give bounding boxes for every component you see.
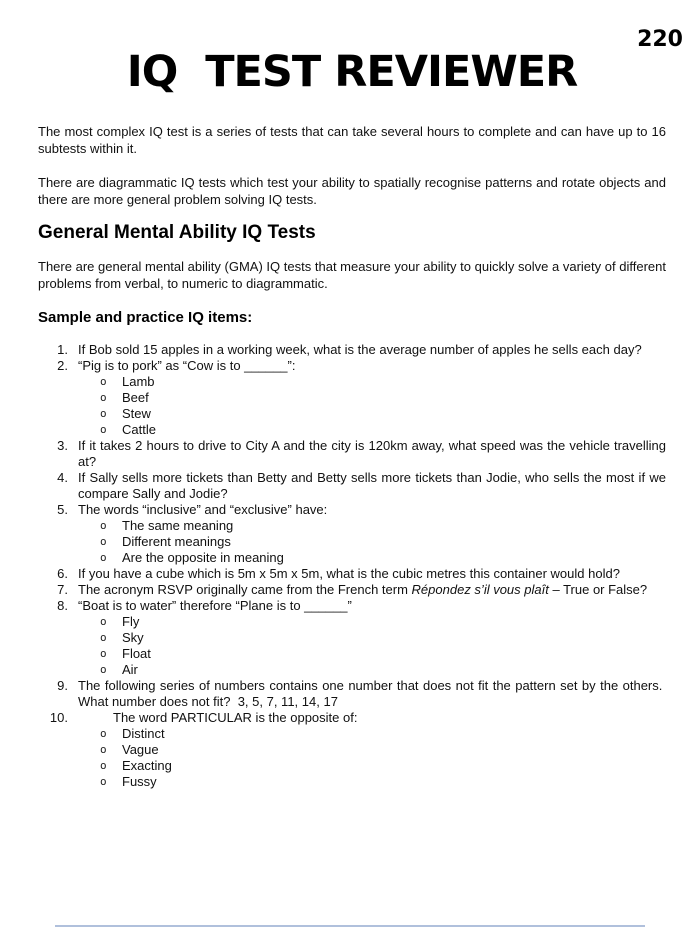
question-text-part: The acronym RSVP originally came from the French term — [78, 582, 412, 598]
option-item — [78, 614, 666, 630]
question-item — [38, 710, 666, 790]
option-label: Float — [122, 646, 151, 662]
circle-bullet-marker: o — [100, 535, 107, 549]
option-label: Sky — [122, 630, 144, 646]
question-body — [78, 598, 666, 678]
option-label: Distinct — [122, 726, 165, 742]
question-text-part: – True or False? — [548, 582, 648, 598]
circle-bullet-marker: o — [100, 391, 107, 405]
circle-bullet-marker: o — [100, 663, 107, 677]
circle-bullet-marker: o — [100, 727, 107, 741]
option-label: Beef — [122, 390, 149, 406]
option-item — [78, 390, 666, 406]
circle-bullet-marker: o — [100, 759, 107, 773]
question-text — [78, 598, 666, 614]
question-item — [38, 342, 666, 358]
section-paragraph: There are general mental ability (GMA) IQ tests that measure your ability to quickly solve a variety of different problems from verbal, to numeric to diagrammatic. — [38, 259, 666, 292]
question-text — [78, 678, 666, 710]
question-number: 1. — [57, 342, 68, 358]
page-number: 220 — [637, 27, 683, 52]
circle-bullet-marker: o — [100, 631, 107, 645]
circle-bullet-marker: o — [100, 375, 107, 389]
option-label: Fussy — [122, 774, 157, 790]
option-label: Cattle — [122, 422, 156, 438]
document-page — [0, 27, 697, 929]
option-label: Air — [122, 662, 138, 678]
question-text — [78, 470, 666, 502]
question-number: 2. — [57, 358, 68, 374]
option-item — [78, 630, 666, 646]
question-text — [78, 502, 666, 518]
question-text — [78, 710, 666, 726]
question-text-part: “Pig is to pork” as “Cow is to ______”: — [78, 358, 296, 374]
circle-bullet-marker: o — [100, 519, 107, 533]
question-text — [78, 438, 666, 470]
question-text-part: The following series of numbers contains one number that does not fit the pattern set by the others. What number does not fit? 3, 5, 7, 11, 14, 17 — [78, 678, 666, 710]
question-text-part: If Sally sells more tickets than Betty and Betty sells more tickets than Jodie, who sells the most if we compare Sally and Jodie? — [78, 470, 666, 502]
question-text-part: Répondez s’il vous plaît — [411, 582, 549, 598]
option-label: Different meanings — [122, 534, 231, 550]
question-item — [38, 598, 666, 678]
option-item — [78, 726, 666, 742]
question-body — [78, 502, 666, 566]
option-item — [78, 742, 666, 758]
question-text-part: The words “inclusive” and “exclusive” have: — [78, 502, 328, 518]
question-text-part: The word PARTICULAR is the opposite of: — [113, 710, 358, 726]
question-item — [38, 470, 666, 502]
question-number: 4. — [57, 470, 68, 486]
subheading: Sample and practice IQ items: — [38, 309, 253, 327]
page-content — [0, 48, 697, 790]
circle-bullet-marker: o — [100, 423, 107, 437]
question-text-part: If Bob sold 15 apples in a working week, what is the average number of apples he sells each day? — [78, 342, 642, 358]
question-item — [38, 566, 666, 582]
option-item — [78, 374, 666, 390]
question-text-part: If it takes 2 hours to drive to City A and the city is 120km away, what speed was the vehicle travelling at? — [78, 438, 666, 470]
question-item — [38, 582, 666, 598]
question-body — [78, 678, 666, 710]
option-item — [78, 646, 666, 662]
question-text — [78, 342, 666, 358]
circle-bullet-marker: o — [100, 615, 107, 629]
option-label: Exacting — [122, 758, 172, 774]
question-number: 5. — [57, 502, 68, 518]
footer-rule — [55, 925, 645, 927]
intro-paragraph-2: There are diagrammatic IQ tests which test your ability to spatially recognise patterns and rotate objects and there are more general problem solving IQ tests. — [38, 175, 666, 208]
question-item — [38, 358, 666, 438]
question-text-part: “Boat is to water” therefore “Plane is to ______” — [78, 598, 352, 614]
circle-bullet-marker: o — [100, 647, 107, 661]
question-body — [78, 582, 666, 598]
question-number: 7. — [57, 582, 68, 598]
circle-bullet-marker: o — [100, 407, 107, 421]
option-item — [78, 758, 666, 774]
question-item — [38, 678, 666, 710]
question-number: 6. — [57, 566, 68, 582]
option-label: Lamb — [122, 374, 155, 390]
circle-bullet-marker: o — [100, 743, 107, 757]
option-item — [78, 534, 666, 550]
option-item — [78, 662, 666, 678]
intro-paragraph-1: The most complex IQ test is a series of tests that can take several hours to complete and can have up to 16 subtests within it. — [38, 124, 666, 157]
page-title: IQ TEST REVIEWER — [126, 47, 578, 97]
option-item — [78, 518, 666, 534]
question-body — [78, 566, 666, 582]
question-body — [78, 710, 666, 790]
option-label: Are the opposite in meaning — [122, 550, 284, 566]
option-label: Vague — [122, 742, 159, 758]
circle-bullet-marker: o — [100, 775, 107, 789]
option-item — [78, 550, 666, 566]
question-number: 8. — [57, 598, 68, 614]
question-number: 9. — [57, 678, 68, 694]
question-item — [38, 502, 666, 566]
question-body — [78, 438, 666, 470]
question-body — [78, 342, 666, 358]
question-item — [38, 438, 666, 470]
question-text — [78, 358, 666, 374]
option-label: Stew — [122, 406, 151, 422]
option-item — [78, 406, 666, 422]
question-number: 10. — [49, 710, 68, 726]
questions-list — [38, 342, 666, 790]
option-label: The same meaning — [122, 518, 234, 534]
section-heading: General Mental Ability IQ Tests — [38, 222, 316, 244]
question-text — [78, 582, 666, 598]
question-body — [78, 358, 666, 438]
question-body — [78, 470, 666, 502]
option-label: Fly — [122, 614, 140, 630]
question-text — [78, 566, 666, 582]
question-number: 3. — [57, 438, 68, 454]
option-item — [78, 774, 666, 790]
option-item — [78, 422, 666, 438]
circle-bullet-marker: o — [100, 551, 107, 565]
question-text-part: If you have a cube which is 5m x 5m x 5m, what is the cubic metres this container would hold? — [78, 566, 620, 582]
